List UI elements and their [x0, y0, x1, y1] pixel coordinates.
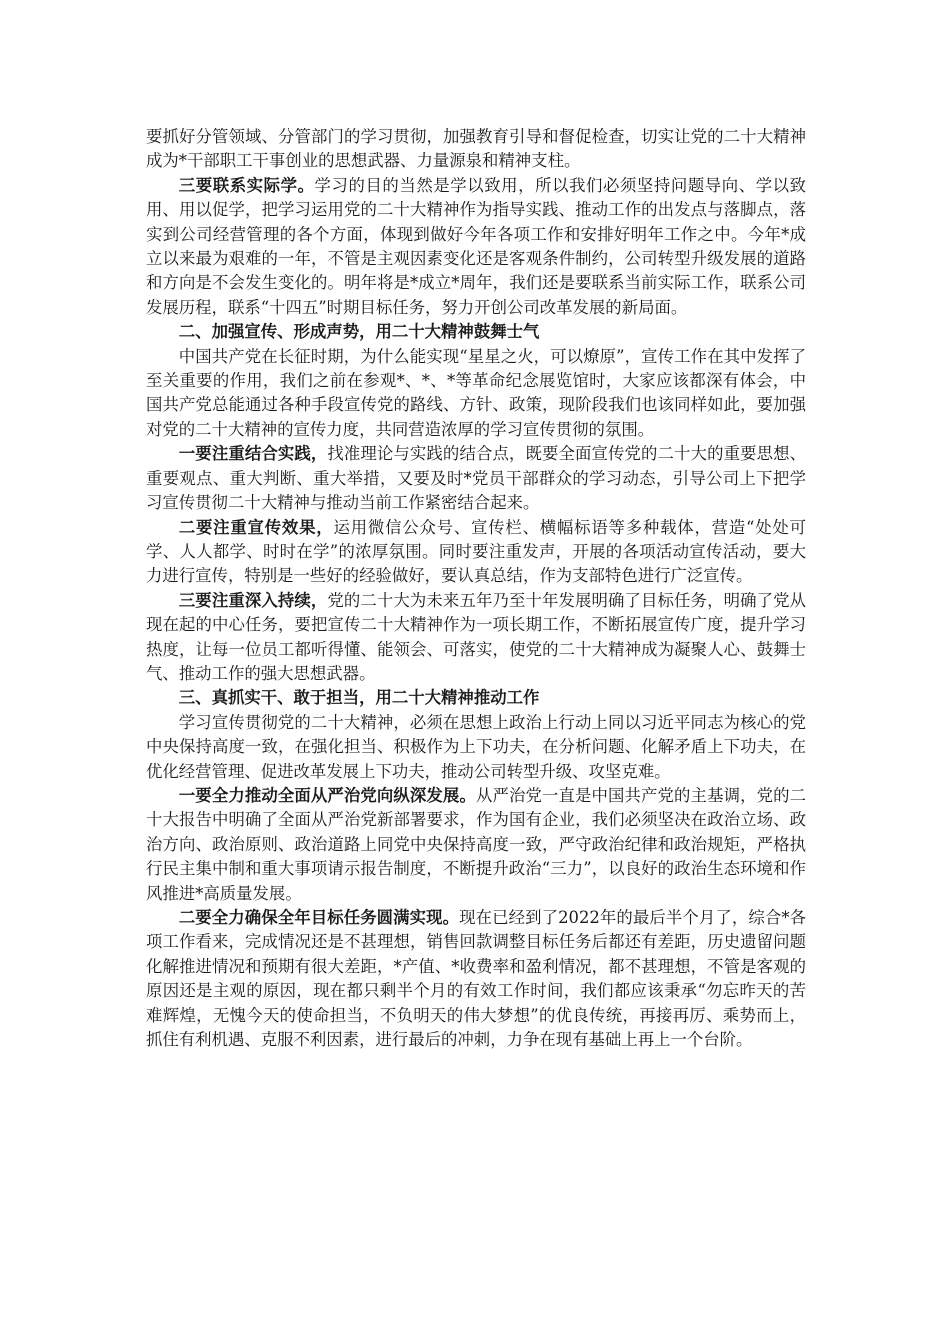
paragraph-lead: 一要全力推动全面从严治党向纵深发展。 [178, 785, 476, 805]
section-heading-two: 二、加强宣传、形成声势，用二十大精神鼓舞士气 [178, 322, 540, 342]
paragraph-text: 运用微信公众号、宣传栏、横幅标语等多种载体，营造“处处可学、人人都学、时时在学”的浓厚氛围。同时要注重发声，开展的各项活动宣传活动，要大力进行宣传，特别是一些好的经验做好，要认真总结，作为支部特色进行广泛宣传。 [146, 517, 806, 586]
paragraph-continuation [146, 125, 806, 174]
paragraph-lead: 一要注重结合实践， [178, 444, 328, 464]
paragraph-text: 从严治党一直是中国共产党的主基调，党的二十大报告中明确了全面从严治党新部署要求，作为国有企业，我们必须坚决在政治立场、政治方向、政治原则、政治道路上同党中央保持高度一致，严守政治纪律和政治规矩，严格执行民主集中制和重大事项请示报告制度，不断提升政治“三力”，以良好的政治生态环境和作风推进*高质量发展。 [146, 785, 807, 903]
paragraph-text: 学习的目的当然是学以致用，所以我们必须坚持问题导向、学以致用、用以促学，把学习运用党的二十大精神作为指导实践、推动工作的出发点与落脚点，落实到公司经营管理的各个方面，体现到做好今年各项工作和安排好明年工作之中。今年*成立以来最为艰难的一年，不管是主观因素变化还是客观条件制约，公司转型升级发展的道路和方向是不会发生变化的。明年将是*成立*周年，我们还是要联系当前实际工作，联系公司发展历程，联系“十四五”时期目标任务，努力开创公司改革发展的新局面。 [146, 175, 807, 317]
paragraph-section-three-intro [146, 711, 806, 784]
paragraph-point-two-effect [146, 516, 806, 589]
section-heading-three: 三、真抓实干、敢于担当，用二十大精神推动工作 [178, 688, 540, 708]
paragraph-point-three-sustain [146, 589, 806, 687]
paragraph-point-one-governance [146, 784, 806, 906]
paragraph-lead: 三要联系实际学。 [178, 175, 315, 195]
paragraph-text: 党的二十大为未来五年乃至十年发展明确了目标任务，明确了党从现在起的中心任务，要把宣传二十大精神作为一项长期工作，不断拓展宣传广度，提升学习热度，让每一位员工都听得懂、能领会、可落实，使党的二十大精神成为凝聚人心、鼓舞士气、推动工作的强大思想武器。 [146, 590, 807, 683]
paragraph-text: 找准理论与实践的结合点，既要全面宣传党的二十大的重要思想、重要观点、重大判断、重大举措，又要及时*党员干部群众的学习动态，引导公司上下把学习宣传贯彻二十大精神与推动当前工作紧密结合起来。 [146, 444, 807, 513]
paragraph-text: 要抓好分管领域、分管部门的学习贯彻，加强教育引导和督促检查，切实让党的二十大精神成为*干部职工干事创业的思想武器、力量源泉和精神支柱。 [146, 127, 806, 171]
paragraph-lead: 二要全力确保全年目标任务圆满实现。 [178, 908, 460, 927]
paragraph-text: 中国共产党在长征时期，为什么能实现“星星之火，可以燎原”，宣传工作在其中发挥了至关重要的作用，我们之前在参观*、*、*等革命纪念展览馆时，大家应该都深有体会，中国共产党总能通过各种手段宣传党的路线、方针、政策，现阶段我们也该同样如此，要加强对党的二十大精神的宣传力度，共同营造浓厚的学习宣传贯彻的氛围。 [146, 346, 806, 439]
paragraph-point-one-practice [146, 442, 806, 515]
document-page [146, 125, 806, 1052]
paragraph-lead: 三要注重深入持续， [178, 590, 328, 610]
paragraph-point-three-study [146, 174, 806, 320]
paragraph-lead: 二要注重宣传效果， [178, 517, 334, 537]
paragraph-text: 现在已经到了2022年的最后半个月了，综合*各项工作看来，完成情况还是不甚理想，销售回款调整目标任务后都还有差距，历史遗留问题化解推进情况和预期有很大差距，*产值、*收费率和盈利情况，都不甚理想，不管是客观的原因还是主观的原因，现在都只剩半个月的有效工作时间，我们都应该秉承“勿忘昨天的苦难辉煌，无愧今天的使命担当，不负明天的伟大梦想”的优良传统，再接再厉、乘势而上，抓住有利机遇、克服不利因素，进行最后的冲刺，力争在现有基础上再上一个台阶。 [146, 908, 806, 1050]
paragraph-point-two-targets [146, 906, 806, 1052]
paragraph-text: 学习宣传贯彻党的二十大精神，必须在思想上政治上行动上同以习近平同志为核心的党中央保持高度一致，在强化担当、积极作为上下功夫，在分析问题、化解矛盾上下功夫，在优化经营管理、促进改革发展上下功夫，推动公司转型升级、攻坚克难。 [146, 712, 806, 781]
paragraph-section-two-intro [146, 345, 806, 443]
